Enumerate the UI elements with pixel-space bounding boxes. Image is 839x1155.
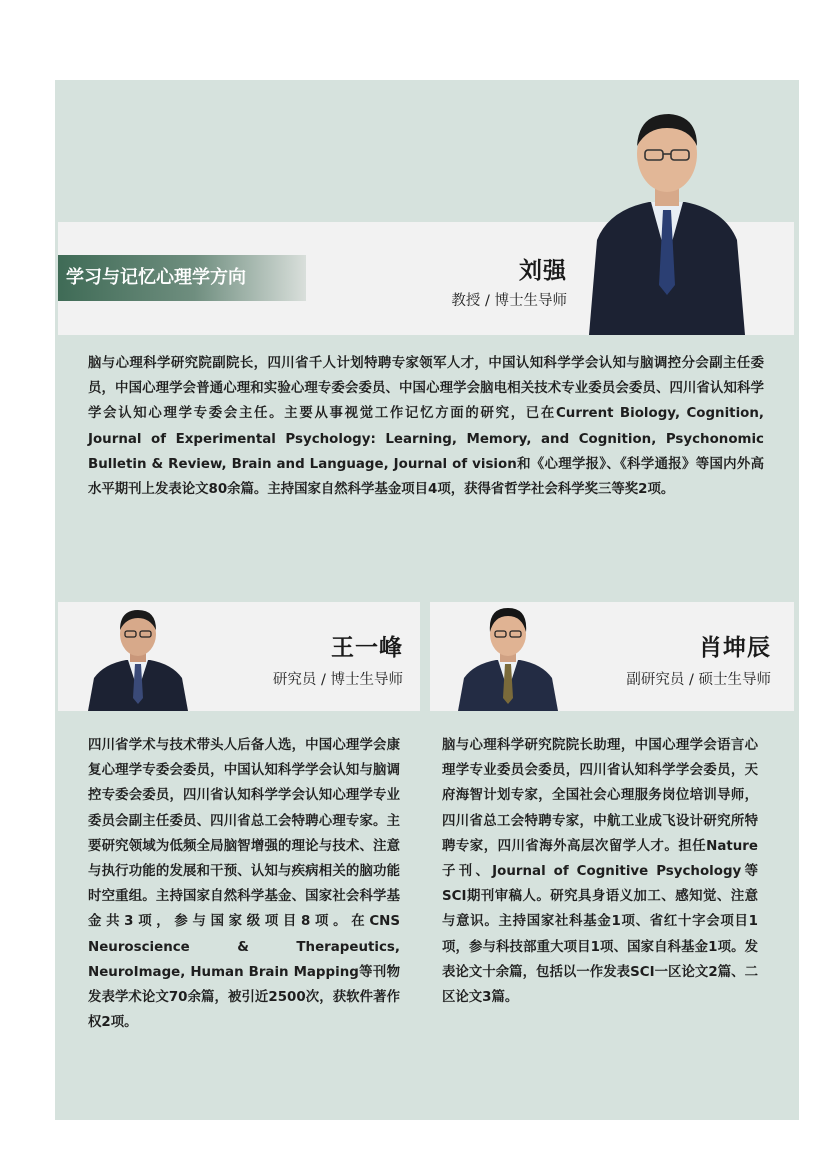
person-name: 肖坤辰 bbox=[699, 635, 771, 661]
person-name: 刘强 bbox=[519, 258, 567, 284]
person-title: 研究员 / 博士生导师 bbox=[272, 672, 403, 688]
person-bio: 四川省学术与技术带头人后备人选，中国心理学会康复心理学专委会委员，中国认知科学学会认知与脑调控专委会委员，四川省认知科学学会认知心理学专业委员会副主任委员、四川省总工会特聘心理专家。主要研究领域为低频全局脑智增强的理论与技术、注意与执行功能的发展和干预、认知与疾病相关的脑功能时空重组。主持国家自然科学基金、国家社会科学基金共3项，参与国家级项目8项。在CNS Neuroscience & Therapeutics, NeuroImage, Human Brain Mapping等刊物发表学术论文70余篇，被引近2500次，获软件著作权2项。 bbox=[88, 738, 400, 1031]
person-bio: 脑与心理科学研究院副院长，四川省千人计划特聘专家领军人才，中国认知科学学会认知与脑调控分会副主任委员，中国心理学会普通心理和实验心理专委会委员、中国心理学会脑电相关技术专业委员会委员、四川省认知科学学会认知心理学专委会主任。主要从事视觉工作记忆方面的研究，已在Current Biology, Cognition, Journal of Experimental Psychology: Learning, Memory, and Cognition, Psychonomic Bulletin & Review, Brain and Language, Journal of vision和《心理学报》、《科学通报》等国内外高水平期刊上发表论文80余篇。主持国家自然科学基金项目4项，获得省哲学社会科学奖三等奖2项。 bbox=[88, 356, 764, 498]
portrait-photo bbox=[589, 110, 745, 335]
person-bio: 脑与心理科学研究院院长助理，中国心理学会语言心理学专业委员会委员，四川省认知科学学会委员，天府海智计划专家，全国社会心理服务岗位培训导师，四川省总工会特聘专家，中航工业成飞设计研究所特聘专家，四川省海外高层次留学人才。担任Nature子刊、Journal of Cognitive Psychology等SCI期刊审稿人。研究具身语义加工、感知觉、注意与意识。主持国家社科基金1项、省红十字会项目1项，参与科技部重大项目1项、国家自科基金1项。发表论文十余篇，包括以一作发表SCI一区论文2篇、二区论文3篇。 bbox=[442, 738, 758, 1006]
person-name: 王一峰 bbox=[331, 635, 403, 661]
portrait-photo bbox=[88, 606, 188, 711]
portrait-photo bbox=[458, 606, 558, 711]
section-tag: 学习与记忆心理学方向 bbox=[58, 255, 306, 301]
person-title: 教授 / 博士生导师 bbox=[451, 293, 567, 309]
portrait-wang-yifeng-icon bbox=[88, 606, 188, 711]
person-title: 副研究员 / 硕士生导师 bbox=[626, 672, 771, 688]
portrait-liu-qiang-icon bbox=[589, 110, 745, 335]
portrait-xiao-kunchen-icon bbox=[458, 606, 558, 711]
